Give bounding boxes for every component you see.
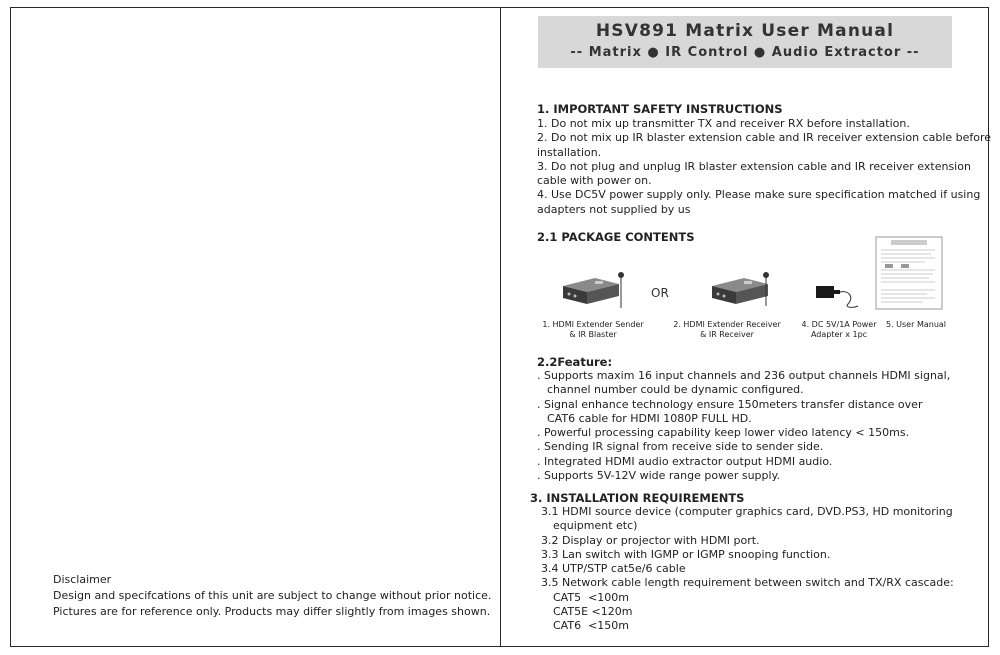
safety-line: cable with power on. xyxy=(537,174,652,188)
safety-text xyxy=(537,117,991,217)
install-line: CAT6 <150m xyxy=(553,619,629,633)
feature-line: . Sending IR signal from receive side to sender side. xyxy=(537,440,824,454)
feature-line: . Supports maxim 16 input channels and 236 output channels HDMI signal, xyxy=(537,369,951,382)
feature-line: CAT6 cable for HDMI 1080P FULL HD. xyxy=(547,411,752,425)
install-line: 3.3 Lan switch with IGMP or IGMP snooping function. xyxy=(541,547,831,561)
safety-heading: 1. IMPORTANT SAFETY INSTRUCTIONS xyxy=(537,102,783,116)
disclaimer-heading: Disclaimer xyxy=(53,573,112,586)
safety-line: 4. Use DC5V power supply only. Please make sure specification matched if using xyxy=(537,188,981,202)
feature-line: . Integrated HDMI audio extractor output HDMI audio. xyxy=(537,454,833,468)
safety-line: adapters not supplied by us xyxy=(537,202,691,216)
manual-title: HSV891 Matrix User Manual xyxy=(595,21,895,41)
install-line: 3.4 UTP/STP cat5e/6 cable xyxy=(541,562,686,576)
hdmi-receiver-device-image xyxy=(706,272,786,312)
safety-line: 3. Do not plug and unplug IR blaster extension cable and IR receiver extension xyxy=(537,159,971,173)
install-line: CAT5E <120m xyxy=(553,605,633,619)
install-text xyxy=(541,505,954,634)
disclaimer-line-2: Pictures are for reference only. Products may differ slightly from images shown. xyxy=(53,605,491,618)
disclaimer-line-1: Design and specifcations of this unit are subject to change without prior notice. xyxy=(53,589,492,602)
safety-line: installation. xyxy=(537,145,602,159)
install-heading: 3. INSTALLATION REQUIREMENTS xyxy=(530,491,745,505)
package-item-caption: 5. User Manual xyxy=(885,320,947,329)
disclaimer-block xyxy=(53,572,492,620)
feature-line: . Powerful processing capability keep lower video latency < 150ms. xyxy=(537,426,910,440)
feature-line: channel number could be dynamic configured. xyxy=(547,383,804,397)
hdmi-sender-device-image xyxy=(555,272,635,312)
safety-line: 1. Do not mix up transmitter TX and receiver RX before installation. xyxy=(537,117,910,130)
package-item-caption: 1. HDMI Extender Sender & IR Blaster xyxy=(542,320,644,339)
feature-text xyxy=(537,369,950,483)
page-divider xyxy=(500,7,501,647)
power-adapter-image xyxy=(814,280,864,310)
manual-subtitle: -- Matrix ● IR Control ● Audio Extractor -- xyxy=(570,45,920,60)
title-banner xyxy=(538,16,952,68)
install-line: 3.2 Display or projector with HDMI port. xyxy=(541,533,760,547)
safety-line: 2. Do not mix up IR blaster extension cable and IR receiver extension cable before xyxy=(537,131,992,145)
install-line: CAT5 <100m xyxy=(553,590,629,604)
install-line: equipment etc) xyxy=(553,519,638,533)
or-label: OR xyxy=(651,286,669,300)
feature-line: . Signal enhance technology ensure 150meters transfer distance over xyxy=(537,397,923,411)
user-manual-image xyxy=(875,236,945,312)
install-line: 3.5 Network cable length requirement between switch and TX/RX cascade: xyxy=(541,576,954,590)
package-heading: 2.1 PACKAGE CONTENTS xyxy=(537,230,695,244)
feature-line: . Supports 5V-12V wide range power supply. xyxy=(537,469,781,483)
package-item-caption: 4. DC 5V/1A Power Adapter x 1pc xyxy=(801,320,877,339)
package-item-caption: 2. HDMI Extender Receiver & IR Receiver xyxy=(673,320,781,339)
install-line: 3.1 HDMI source device (computer graphics card, DVD.PS3, HD monitoring xyxy=(541,505,953,518)
feature-heading: 2.2Feature: xyxy=(537,355,613,369)
